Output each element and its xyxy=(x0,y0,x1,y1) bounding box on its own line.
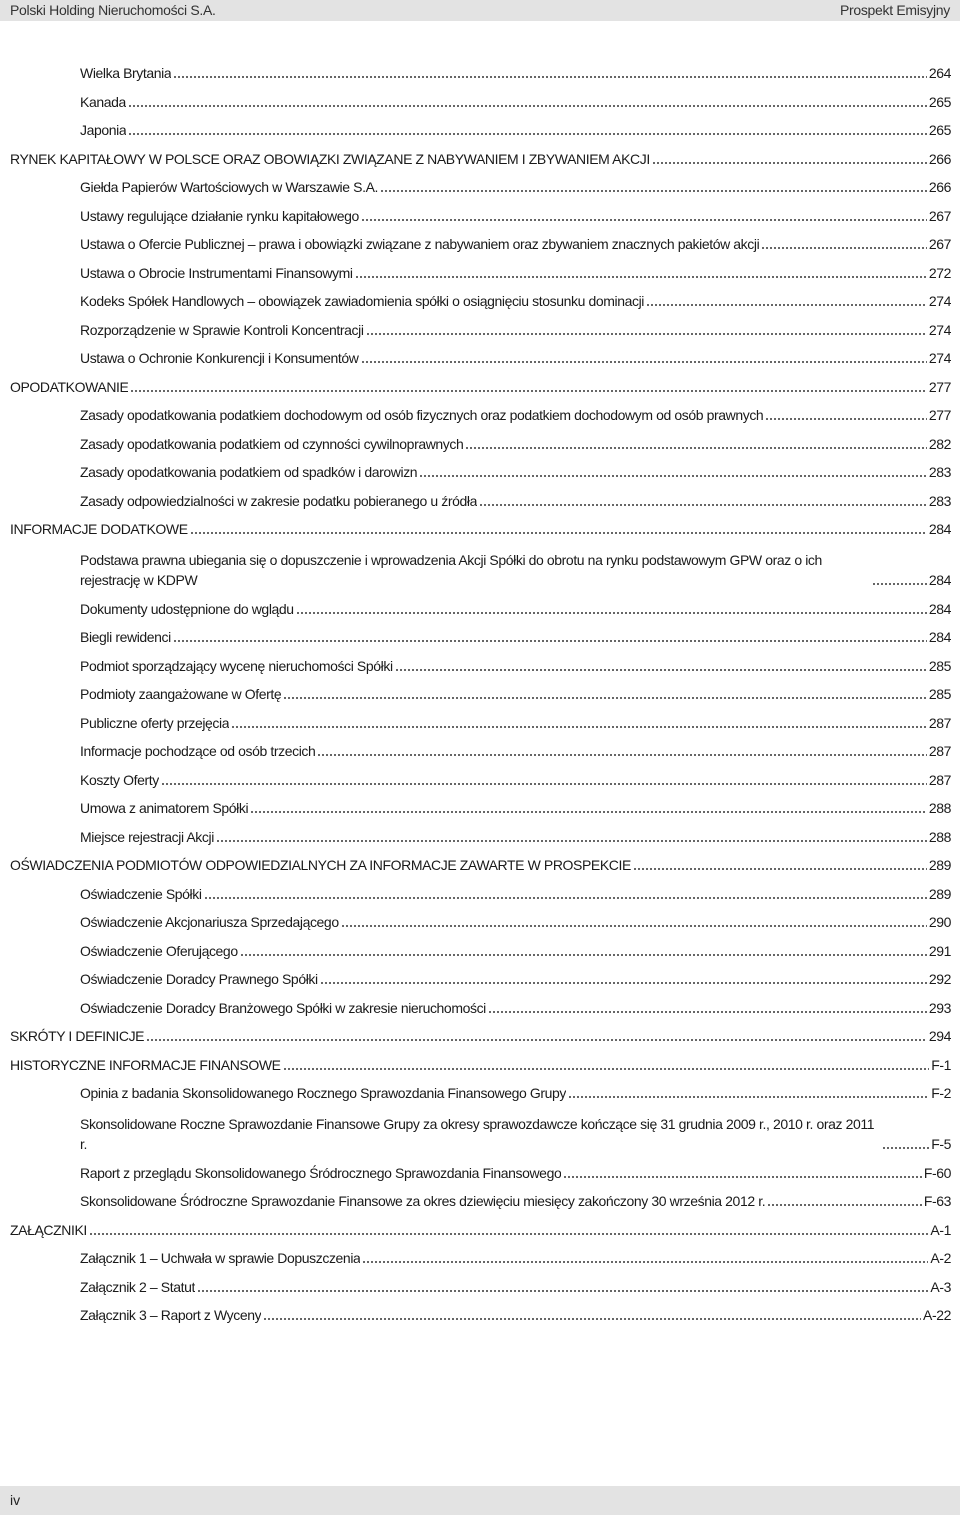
toc-dot-leader xyxy=(317,754,926,756)
toc-entry-title: Skonsolidowane Śródroczne Sprawozdanie Finansowe za okres dziewięciu miesięcy zakończony 30 września 2012 r. xyxy=(80,1193,766,1209)
toc-entry-title: Informacje pochodzące od osób trzecich xyxy=(80,743,316,759)
toc-entry-title: Miejsce rejestracji Akcji xyxy=(80,829,214,845)
toc-dot-leader xyxy=(362,1261,928,1263)
toc-dot-leader xyxy=(872,583,927,585)
toc-subsection-entry[interactable] xyxy=(80,1191,951,1211)
toc-dot-leader xyxy=(652,162,927,164)
toc-entry-page-number: 294 xyxy=(928,1028,951,1044)
toc-entry-page-number: A-2 xyxy=(930,1250,951,1266)
toc-subsection-entry[interactable] xyxy=(80,1163,951,1183)
toc-dot-leader xyxy=(128,105,927,107)
toc-dot-leader xyxy=(465,447,926,449)
toc-dot-leader xyxy=(419,475,927,477)
header-document-title: Prospekt Emisyjny xyxy=(839,2,950,18)
toc-entry-page-number: 288 xyxy=(928,800,951,816)
toc-dot-leader xyxy=(190,532,927,534)
toc-entry-title: Rozporządzenie w Sprawie Kontroli Koncentracji xyxy=(80,322,364,338)
toc-dot-leader xyxy=(479,504,927,506)
toc-entry-title: Oświadczenie Doradcy Branżowego Spółki w zakresie nieruchomości xyxy=(80,1000,486,1016)
toc-entry-page-number: 274 xyxy=(928,322,951,338)
toc-subsection-entry[interactable] xyxy=(80,627,951,647)
toc-dot-leader xyxy=(173,76,927,78)
toc-dot-leader xyxy=(761,247,927,249)
toc-entry-title: Japonia xyxy=(80,122,127,138)
toc-entry-title: Załącznik 1 – Uchwała w sprawie Dopuszczenia xyxy=(80,1250,361,1266)
toc-subsection-entry[interactable] xyxy=(80,941,951,961)
toc-entry-title: Podstawa prawna ubiegania się o dopuszczenie i wprowadzenia Akcji Spółki do obrotu na rynku podstawowym GPW oraz o ich rejestrację w KDPW xyxy=(80,552,822,588)
toc-entry-page-number: F-5 xyxy=(931,1136,951,1152)
toc-dot-leader xyxy=(204,897,927,899)
toc-entry-title: Ustawa o Obrocie Instrumentami Finansowymi xyxy=(80,265,353,281)
toc-entry-page-number: 265 xyxy=(928,122,951,138)
toc-entry-page-number: 274 xyxy=(928,350,951,366)
toc-subsection-entry[interactable] xyxy=(80,405,951,425)
toc-dot-leader xyxy=(263,1318,921,1320)
toc-subsection-entry[interactable] xyxy=(80,1305,951,1325)
toc-entry-title: Podmioty zaangażowane w Ofertę xyxy=(80,686,282,702)
toc-dot-leader xyxy=(646,304,927,306)
toc-entry-page-number: 289 xyxy=(928,886,951,902)
toc-dot-leader xyxy=(488,1011,927,1013)
header-company-name: Polski Holding Nieruchomości S.A. xyxy=(10,2,216,18)
toc-section-entry[interactable] xyxy=(10,1220,951,1240)
toc-subsection-entry[interactable] xyxy=(80,434,951,454)
toc-subsection-entry[interactable] xyxy=(80,348,951,368)
toc-subsection-entry[interactable] xyxy=(80,1277,951,1297)
toc-entry-page-number: 291 xyxy=(928,943,951,959)
toc-dot-leader xyxy=(380,190,927,192)
toc-dot-leader xyxy=(767,1204,922,1206)
toc-entry-title: Ustawy regulujące działanie rynku kapitałowego xyxy=(80,208,359,224)
toc-section-entry[interactable] xyxy=(10,1026,951,1046)
toc-dot-leader xyxy=(231,726,927,728)
toc-dot-leader xyxy=(320,982,927,984)
toc-subsection-entry[interactable] xyxy=(80,1248,951,1268)
toc-entry-title: Kodeks Spółek Handlowych – obowiązek zawiadomienia spółki o osiągnięciu stosunku dominacji xyxy=(80,293,645,309)
toc-section-entry[interactable] xyxy=(10,1055,951,1075)
toc-subsection-entry[interactable] xyxy=(80,491,951,511)
toc-entry-page-number: 274 xyxy=(928,293,951,309)
toc-dot-leader xyxy=(568,1096,929,1098)
toc-entry-title: HISTORYCZNE INFORMACJE FINANSOWE xyxy=(10,1057,281,1073)
toc-entry-page-number: A-1 xyxy=(930,1222,951,1238)
toc-subsection-entry[interactable] xyxy=(80,656,951,676)
toc-entry-title: Oświadczenie Doradcy Prawnego Spółki xyxy=(80,971,318,987)
toc-subsection-entry[interactable] xyxy=(80,63,951,83)
toc-entry-title: Oświadczenie Oferującego xyxy=(80,943,238,959)
toc-entry-title: Dokumenty udostępnione do wglądu xyxy=(80,601,294,617)
toc-subsection-entry[interactable] xyxy=(80,120,951,140)
toc-entry-page-number: 284 xyxy=(928,601,951,617)
toc-subsection-entry[interactable] xyxy=(80,263,951,283)
toc-entry-title: Ustawa o Ochronie Konkurencji i Konsumentów xyxy=(80,350,359,366)
toc-dot-leader xyxy=(250,811,927,813)
toc-entry-page-number: F-63 xyxy=(923,1193,951,1209)
toc-entry-title: Wielka Brytania xyxy=(80,65,172,81)
toc-subsection-entry[interactable] xyxy=(80,320,951,340)
toc-dot-leader xyxy=(361,361,927,363)
toc-dot-leader xyxy=(355,276,927,278)
toc-entry-page-number: F-60 xyxy=(923,1165,951,1181)
toc-subsection-entry[interactable] xyxy=(80,462,951,482)
toc-entry-page-number: 287 xyxy=(928,715,951,731)
toc-entry-page-number: A-3 xyxy=(930,1279,951,1295)
toc-entry-title: Podmiot sporządzający wycenę nieruchomości Spółki xyxy=(80,658,393,674)
toc-entry-title: Oświadczenie Spółki xyxy=(80,886,202,902)
toc-subsection-entry[interactable] xyxy=(80,550,951,590)
toc-dot-leader xyxy=(882,1147,929,1149)
toc-entry-title: Zasady opodatkowania podatkiem dochodowym od osób fizycznych oraz podatkiem dochodowym od osób prawnych xyxy=(80,407,764,423)
toc-entry-page-number: 277 xyxy=(928,407,951,423)
toc-entry-title: ZAŁĄCZNIKI xyxy=(10,1222,87,1238)
toc-entry-page-number: 285 xyxy=(928,686,951,702)
toc-subsection-entry[interactable] xyxy=(80,998,951,1018)
toc-subsection-entry[interactable] xyxy=(80,884,951,904)
footer-page-number: iv xyxy=(10,1492,21,1508)
toc-dot-leader xyxy=(283,697,927,699)
toc-subsection-entry[interactable] xyxy=(80,206,951,226)
toc-entry-page-number: 284 xyxy=(928,521,951,537)
toc-subsection-entry[interactable] xyxy=(80,741,951,761)
toc-subsection-entry[interactable] xyxy=(80,684,951,704)
toc-entry-page-number: 272 xyxy=(928,265,951,281)
toc-dot-leader xyxy=(361,219,927,221)
toc-entry-title: Giełda Papierów Wartościowych w Warszawie S.A. xyxy=(80,179,378,195)
toc-entry-page-number: 287 xyxy=(928,743,951,759)
toc-subsection-entry[interactable] xyxy=(80,599,951,619)
page-footer xyxy=(0,1486,960,1515)
toc-entry-page-number: F-2 xyxy=(931,1085,951,1101)
toc-entry-title: INFORMACJE DODATKOWE xyxy=(10,521,188,537)
toc-entry-page-number: 283 xyxy=(928,493,951,509)
toc-entry-page-number: 293 xyxy=(928,1000,951,1016)
toc-entry-page-number: 267 xyxy=(928,208,951,224)
toc-entry-title: Zasady opodatkowania podatkiem od czynności cywilnoprawnych xyxy=(80,436,464,452)
toc-dot-leader xyxy=(216,840,927,842)
toc-entry-page-number: 282 xyxy=(928,436,951,452)
toc-entry-title: Publiczne oferty przejęcia xyxy=(80,715,230,731)
toc-subsection-entry[interactable] xyxy=(80,912,951,932)
toc-entry-page-number: 283 xyxy=(928,464,951,480)
toc-dot-leader xyxy=(89,1233,929,1235)
page-header xyxy=(0,0,960,21)
toc-dot-leader xyxy=(395,669,927,671)
toc-dot-leader xyxy=(563,1176,921,1178)
toc-entry-title: OPODATKOWANIE xyxy=(10,379,129,395)
toc-entry-title: SKRÓTY I DEFINICJE xyxy=(10,1028,145,1044)
toc-entry-page-number: F-1 xyxy=(931,1057,951,1073)
toc-entry-page-number: 265 xyxy=(928,94,951,110)
toc-entry-page-number: 284 xyxy=(928,572,951,588)
toc-section-entry[interactable] xyxy=(10,519,951,539)
toc-entry-title: RYNEK KAPITAŁOWY W POLSCE ORAZ OBOWIĄZKI ZWIĄZANE Z NABYWANIEM I ZBYWANIEM AKCJI xyxy=(10,151,650,167)
toc-dot-leader xyxy=(341,925,927,927)
toc-subsection-entry[interactable] xyxy=(80,770,951,790)
toc-entry-title: Załącznik 3 – Raport z Wyceny xyxy=(80,1307,262,1323)
toc-dot-leader xyxy=(296,612,927,614)
toc-subsection-entry[interactable] xyxy=(80,1114,951,1154)
toc-subsection-entry[interactable] xyxy=(80,827,951,847)
toc-entry-page-number: 284 xyxy=(928,629,951,645)
toc-entry-page-number: 289 xyxy=(928,857,951,873)
toc-dot-leader xyxy=(161,783,927,785)
toc-entry-page-number: 264 xyxy=(928,65,951,81)
toc-entry-page-number: 292 xyxy=(928,971,951,987)
toc-dot-leader xyxy=(128,133,927,135)
toc-dot-leader xyxy=(366,333,927,335)
toc-entry-title: Zasady opodatkowania podatkiem od spadków i darowizn xyxy=(80,464,418,480)
toc-entry-title: Raport z przeglądu Skonsolidowanego Śródrocznego Sprawozdania Finansowego xyxy=(80,1165,562,1181)
toc-entry-page-number: 290 xyxy=(928,914,951,930)
toc-entry-page-number: 266 xyxy=(928,151,951,167)
toc-subsection-entry[interactable] xyxy=(80,177,951,197)
toc-dot-leader xyxy=(197,1290,928,1292)
toc-entry-title: Kanada xyxy=(80,94,126,110)
toc-entry-page-number: 285 xyxy=(928,658,951,674)
toc-dot-leader xyxy=(765,418,927,420)
toc-dot-leader xyxy=(633,868,927,870)
toc-section-entry[interactable] xyxy=(10,377,951,397)
toc-entry-page-number: 267 xyxy=(928,236,951,252)
toc-entry-page-number: 287 xyxy=(928,772,951,788)
toc-entry-title: Umowa z animatorem Spółki xyxy=(80,800,249,816)
toc-subsection-entry[interactable] xyxy=(80,969,951,989)
toc-entry-page-number: 277 xyxy=(928,379,951,395)
toc-subsection-entry[interactable] xyxy=(80,713,951,733)
toc-subsection-entry[interactable] xyxy=(80,1083,951,1103)
toc-entry-title: Biegli rewidenci xyxy=(80,629,171,645)
toc-entry-title: Ustawa o Ofercie Publicznej – prawa i obowiązki związane z nabywaniem oraz zbywaniem znacznych pakietów akcji xyxy=(80,236,760,252)
toc-entry-title: Załącznik 2 – Statut xyxy=(80,1279,195,1295)
toc-dot-leader xyxy=(283,1068,930,1070)
toc-entry-page-number: 288 xyxy=(928,829,951,845)
toc-dot-leader xyxy=(173,640,927,642)
toc-entry-title: Skonsolidowane Roczne Sprawozdanie Finansowe Grupy za okresy sprawozdawcze kończące się 31 grudnia 2009 r., 2010 r. oraz 2011 r. xyxy=(80,1116,875,1152)
toc-entry-title: Zasady odpowiedzialności w zakresie podatku pobieranego u źródła xyxy=(80,493,477,509)
toc-entry-title: Koszty Oferty xyxy=(80,772,159,788)
toc-entry-page-number: 266 xyxy=(928,179,951,195)
toc-dot-leader xyxy=(146,1039,927,1041)
toc-entry-title: Opinia z badania Skonsolidowanego Rocznego Sprawozdania Finansowego Grupy xyxy=(80,1085,567,1101)
toc-section-entry[interactable] xyxy=(10,855,951,875)
toc-subsection-entry[interactable] xyxy=(80,92,951,112)
toc-section-entry[interactable] xyxy=(10,149,951,169)
toc-dot-leader xyxy=(240,954,927,956)
toc-dot-leader xyxy=(130,390,926,392)
toc-entry-page-number: A-22 xyxy=(923,1307,951,1323)
toc-entry-title: Oświadczenie Akcjonariusza Sprzedającego xyxy=(80,914,339,930)
toc-subsection-entry[interactable] xyxy=(80,798,951,818)
toc-entry-title: OŚWIADCZENIA PODMIOTÓW ODPOWIEDZIALNYCH ZA INFORMACJE ZAWARTE W PROSPEKCIE xyxy=(10,857,631,873)
toc-subsection-entry[interactable] xyxy=(80,291,951,311)
toc-subsection-entry[interactable] xyxy=(80,234,951,254)
